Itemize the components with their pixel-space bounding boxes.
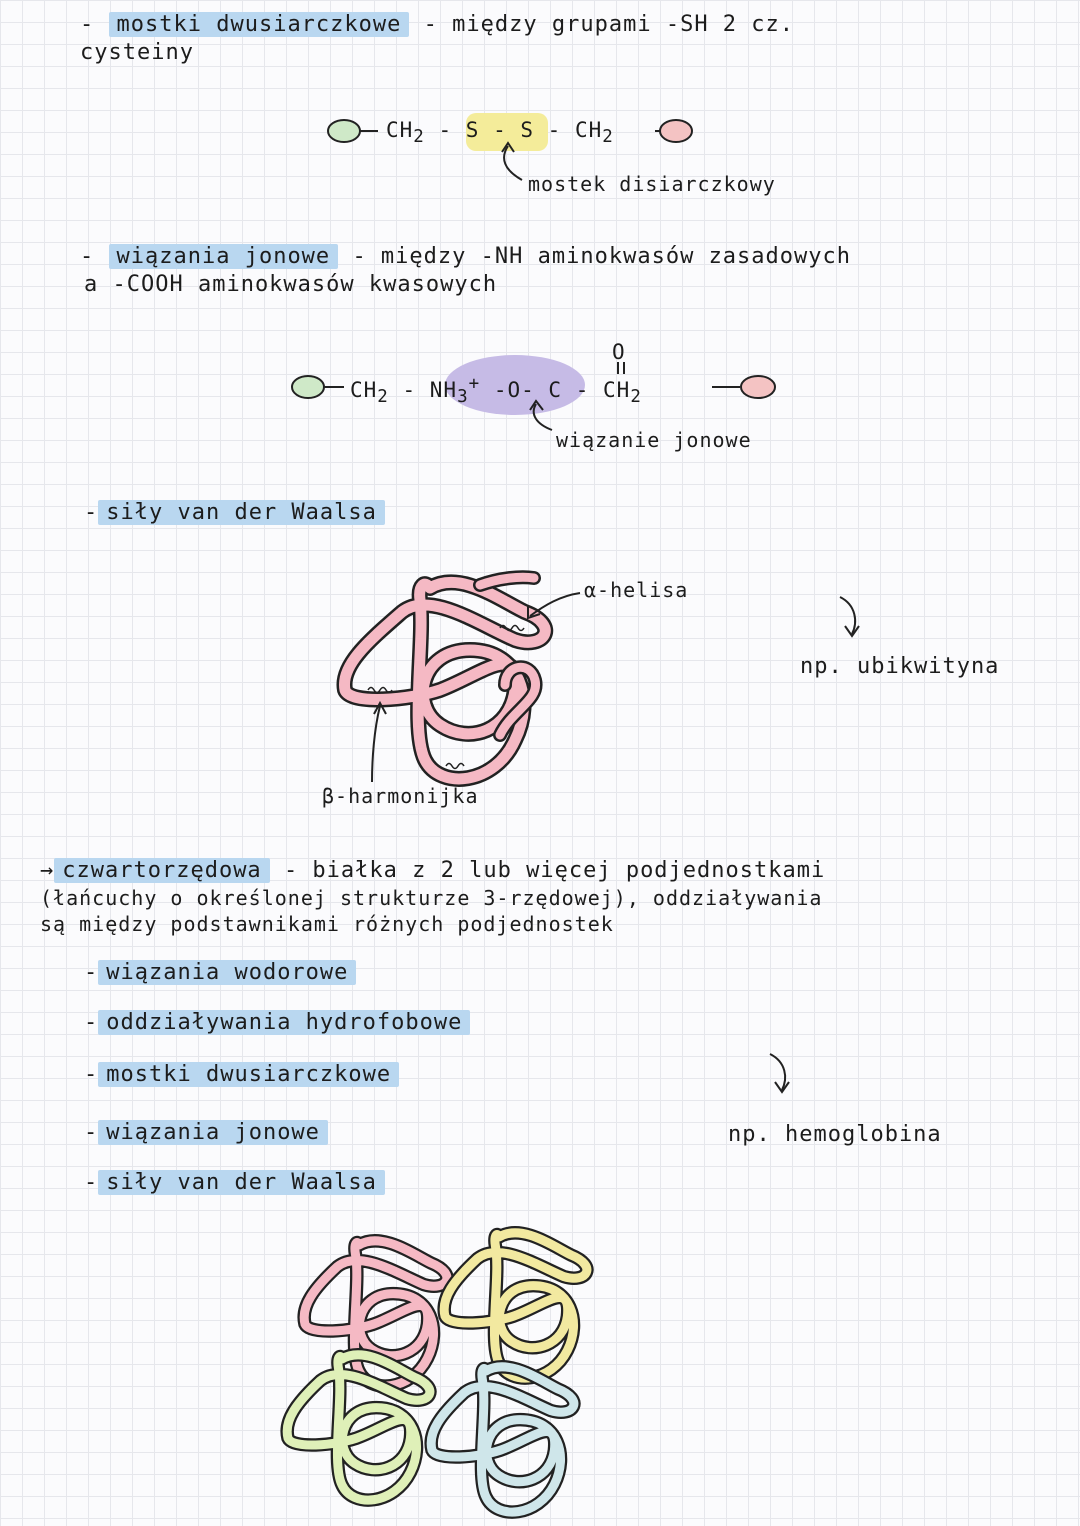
quaternary-desc-line3: są między podstawnikami różnych podjednostek (40, 912, 614, 936)
nh3: NH (429, 378, 458, 402)
vdw-label: siły van der Waalsa (98, 500, 385, 525)
interaction-label: wiązania wodorowe (98, 960, 356, 985)
alpha-helix-label: α-helisa (584, 578, 689, 602)
ionic-desc-line2: a -COOH aminokwasów kwasowych (84, 272, 498, 297)
ch2-right: CH (603, 378, 631, 402)
bullet-dash: - (84, 1120, 99, 1145)
hemoglobin-example: np. hemoglobina (728, 1122, 942, 1147)
subunit-yellow (444, 1233, 587, 1378)
interaction-label: oddziaływania hydrofobowe (98, 1010, 470, 1035)
quaternary-desc-line2: (łańcuchy o określonej strukturze 3-rzędowej), oddziaływania (40, 886, 823, 910)
ionic-label: wiązania jonowe (109, 244, 339, 269)
subunit-blue (431, 1367, 574, 1512)
arrow-icon: → (40, 858, 55, 883)
disulfide-desc-line2: cysteiny (80, 40, 194, 65)
bullet-dash: - (80, 244, 95, 269)
ch2-right-sub: 2 (602, 127, 614, 148)
subunit-green (287, 1355, 430, 1500)
bullet-dash: - (84, 1062, 99, 1087)
nh3-charge: + (468, 374, 481, 394)
ionic-annotation: wiązanie jonowe (556, 428, 752, 452)
nh3-sub: 3 (457, 387, 469, 408)
ch2-left: CH (350, 378, 378, 402)
ionic-formula: $CH_2 - NH_3^+$ -O- C - $CH_2$ (350, 374, 642, 408)
ch2-left: CH (386, 118, 414, 142)
bullet-dash: - (84, 1010, 99, 1035)
disulfide-annotation: mostek disiarczkowy (528, 172, 776, 196)
ionic-desc: - między -NH aminokwasów zasadowych (352, 244, 852, 269)
interaction-label: mostki dwusiarczkowe (98, 1062, 399, 1087)
carbonyl-oxygen: O (612, 340, 626, 364)
ch2-right: CH (574, 118, 603, 142)
ch2-right-sub: 2 (630, 387, 642, 408)
disulfide-desc: - między grupami -SH 2 cz. (423, 12, 795, 37)
bullet-dash: - (84, 960, 99, 985)
bullet-dash: - (84, 500, 99, 525)
disulfide-label: mostki dwusiarczkowe (109, 12, 410, 37)
bullet-dash: - (84, 1170, 99, 1195)
beta-sheet-label: β-harmonijka (322, 784, 479, 808)
ch2-left-sub: 2 (377, 387, 389, 408)
interaction-label: wiązania jonowe (98, 1120, 328, 1145)
ubiquitin-example: np. ubikwityna (800, 654, 1000, 679)
interaction-label: siły van der Waalsa (98, 1170, 385, 1195)
quaternary-desc: - białka z 2 lub więcej podjednostkami (283, 858, 826, 883)
quaternary-label: czwartorzędowa (54, 858, 269, 883)
oxygen: -O- (493, 378, 535, 402)
s-s-bond: - S - S - (438, 118, 562, 142)
ch2-left-sub: 2 (413, 127, 425, 148)
bullet-dash: - (80, 12, 95, 37)
carbon: C (548, 378, 563, 402)
